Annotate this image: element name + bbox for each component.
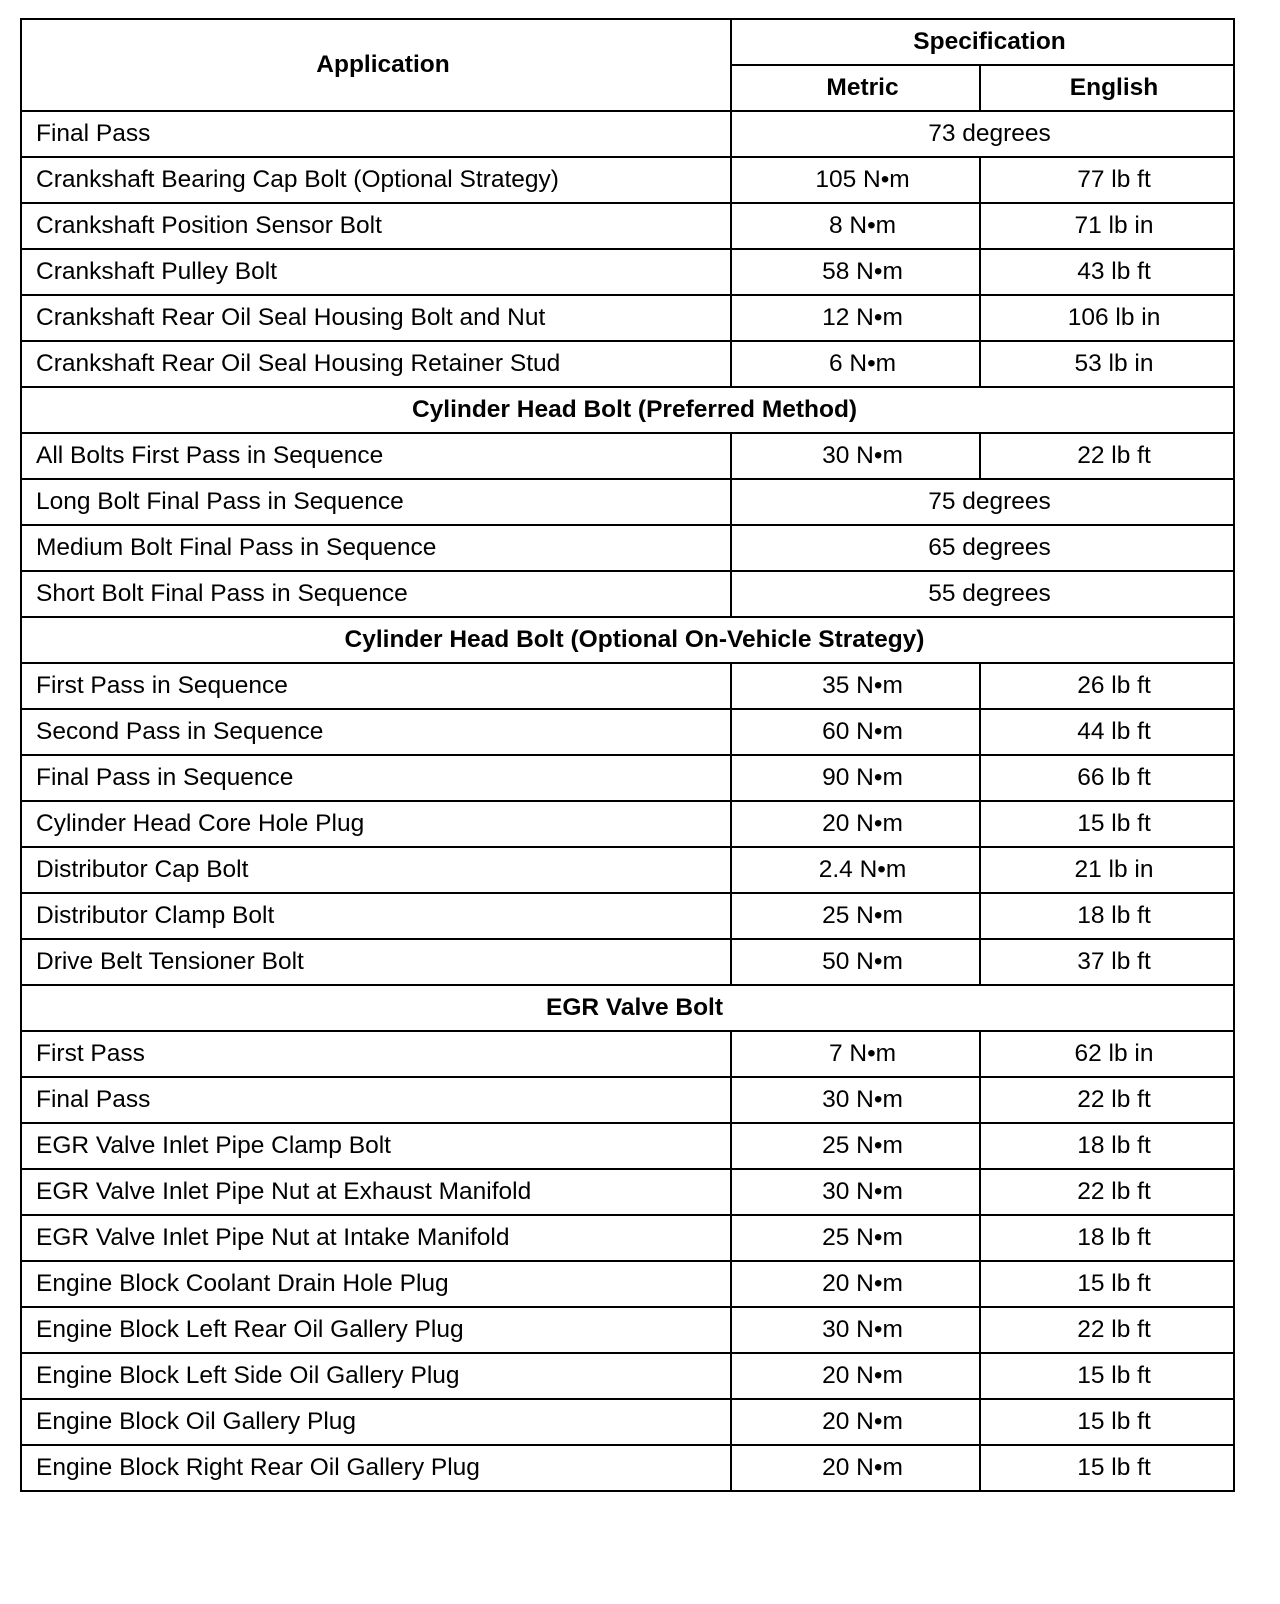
english-value-cell: 15 lb ft: [980, 1353, 1234, 1399]
metric-value-cell: 105 N•m: [731, 157, 980, 203]
application-cell: Final Pass in Sequence: [21, 755, 731, 801]
metric-value-cell: 30 N•m: [731, 1169, 980, 1215]
table-row: [21, 1353, 1234, 1399]
metric-value-cell: 20 N•m: [731, 1261, 980, 1307]
english-value-cell: 62 lb in: [980, 1031, 1234, 1077]
application-cell: First Pass: [21, 1031, 731, 1077]
english-value-cell: 71 lb in: [980, 203, 1234, 249]
english-value-cell: 43 lb ft: [980, 249, 1234, 295]
header-row-top: [21, 19, 1234, 65]
table-body: [21, 111, 1234, 1491]
application-cell: Medium Bolt Final Pass in Sequence: [21, 525, 731, 571]
application-cell: Second Pass in Sequence: [21, 709, 731, 755]
table-row: [21, 1261, 1234, 1307]
application-cell: Drive Belt Tensioner Bolt: [21, 939, 731, 985]
application-cell: Crankshaft Rear Oil Seal Housing Bolt and Nut: [21, 295, 731, 341]
application-cell: Final Pass: [21, 111, 731, 157]
metric-value-cell: 8 N•m: [731, 203, 980, 249]
english-value-cell: 77 lb ft: [980, 157, 1234, 203]
section-header-row: [21, 617, 1234, 663]
table-row: [21, 663, 1234, 709]
column-header-metric: Metric: [731, 65, 980, 111]
application-cell: Crankshaft Position Sensor Bolt: [21, 203, 731, 249]
application-cell: Engine Block Oil Gallery Plug: [21, 1399, 731, 1445]
english-value-cell: 106 lb in: [980, 295, 1234, 341]
application-cell: Engine Block Left Rear Oil Gallery Plug: [21, 1307, 731, 1353]
metric-value-cell: 60 N•m: [731, 709, 980, 755]
metric-value-cell: 50 N•m: [731, 939, 980, 985]
table-row: [21, 755, 1234, 801]
angle-spec-cell: 55 degrees: [731, 571, 1234, 617]
metric-value-cell: 58 N•m: [731, 249, 980, 295]
english-value-cell: 22 lb ft: [980, 1307, 1234, 1353]
application-cell: EGR Valve Inlet Pipe Clamp Bolt: [21, 1123, 731, 1169]
english-value-cell: 18 lb ft: [980, 1215, 1234, 1261]
metric-value-cell: 25 N•m: [731, 1215, 980, 1261]
metric-value-cell: 20 N•m: [731, 1399, 980, 1445]
metric-value-cell: 12 N•m: [731, 295, 980, 341]
application-cell: Crankshaft Bearing Cap Bolt (Optional Strategy): [21, 157, 731, 203]
english-value-cell: 22 lb ft: [980, 1077, 1234, 1123]
english-value-cell: 26 lb ft: [980, 663, 1234, 709]
english-value-cell: 15 lb ft: [980, 801, 1234, 847]
table-row: [21, 847, 1234, 893]
english-value-cell: 15 lb ft: [980, 1261, 1234, 1307]
table-row: [21, 939, 1234, 985]
application-cell: Crankshaft Rear Oil Seal Housing Retainer Stud: [21, 341, 731, 387]
metric-value-cell: 7 N•m: [731, 1031, 980, 1077]
table-header: [21, 19, 1234, 111]
metric-value-cell: 25 N•m: [731, 1123, 980, 1169]
application-cell: Cylinder Head Core Hole Plug: [21, 801, 731, 847]
table-row: [21, 479, 1234, 525]
column-header-english: English: [980, 65, 1234, 111]
table-row: [21, 801, 1234, 847]
metric-value-cell: 20 N•m: [731, 801, 980, 847]
english-value-cell: 44 lb ft: [980, 709, 1234, 755]
application-cell: EGR Valve Inlet Pipe Nut at Intake Manifold: [21, 1215, 731, 1261]
table-row: [21, 433, 1234, 479]
metric-value-cell: 30 N•m: [731, 1307, 980, 1353]
english-value-cell: 66 lb ft: [980, 755, 1234, 801]
application-cell: First Pass in Sequence: [21, 663, 731, 709]
application-cell: Distributor Clamp Bolt: [21, 893, 731, 939]
application-cell: Engine Block Right Rear Oil Gallery Plug: [21, 1445, 731, 1491]
column-header-application: Application: [21, 19, 731, 111]
english-value-cell: 22 lb ft: [980, 1169, 1234, 1215]
application-cell: Engine Block Left Side Oil Gallery Plug: [21, 1353, 731, 1399]
table-row: [21, 157, 1234, 203]
metric-value-cell: 30 N•m: [731, 433, 980, 479]
angle-spec-cell: 75 degrees: [731, 479, 1234, 525]
section-header-row: [21, 985, 1234, 1031]
english-value-cell: 37 lb ft: [980, 939, 1234, 985]
application-cell: Crankshaft Pulley Bolt: [21, 249, 731, 295]
table-row: [21, 893, 1234, 939]
table-row: [21, 1031, 1234, 1077]
application-cell: Long Bolt Final Pass in Sequence: [21, 479, 731, 525]
table-row: [21, 571, 1234, 617]
metric-value-cell: 90 N•m: [731, 755, 980, 801]
application-cell: Distributor Cap Bolt: [21, 847, 731, 893]
table-row: [21, 341, 1234, 387]
english-value-cell: 18 lb ft: [980, 893, 1234, 939]
section-title: Cylinder Head Bolt (Preferred Method): [21, 387, 1234, 433]
application-cell: EGR Valve Inlet Pipe Nut at Exhaust Manifold: [21, 1169, 731, 1215]
application-cell: All Bolts First Pass in Sequence: [21, 433, 731, 479]
english-value-cell: 21 lb in: [980, 847, 1234, 893]
english-value-cell: 22 lb ft: [980, 433, 1234, 479]
metric-value-cell: 2.4 N•m: [731, 847, 980, 893]
column-header-specification: Specification: [731, 19, 1234, 65]
english-value-cell: 15 lb ft: [980, 1399, 1234, 1445]
table-row: [21, 1077, 1234, 1123]
metric-value-cell: 30 N•m: [731, 1077, 980, 1123]
angle-spec-cell: 65 degrees: [731, 525, 1234, 571]
table-row: [21, 525, 1234, 571]
metric-value-cell: 25 N•m: [731, 893, 980, 939]
metric-value-cell: 6 N•m: [731, 341, 980, 387]
table-row: [21, 203, 1234, 249]
metric-value-cell: 35 N•m: [731, 663, 980, 709]
english-value-cell: 18 lb ft: [980, 1123, 1234, 1169]
table-row: [21, 1307, 1234, 1353]
table-row: [21, 1445, 1234, 1491]
table-row: [21, 249, 1234, 295]
table-row: [21, 709, 1234, 755]
table-row: [21, 1169, 1234, 1215]
metric-value-cell: 20 N•m: [731, 1353, 980, 1399]
application-cell: Short Bolt Final Pass in Sequence: [21, 571, 731, 617]
table-row: [21, 1399, 1234, 1445]
torque-spec-table: [20, 18, 1235, 1492]
application-cell: Engine Block Coolant Drain Hole Plug: [21, 1261, 731, 1307]
table-row: [21, 111, 1234, 157]
application-cell: Final Pass: [21, 1077, 731, 1123]
table-row: [21, 1123, 1234, 1169]
table-row: [21, 295, 1234, 341]
table-row: [21, 1215, 1234, 1261]
metric-value-cell: 20 N•m: [731, 1445, 980, 1491]
section-title: EGR Valve Bolt: [21, 985, 1234, 1031]
english-value-cell: 53 lb in: [980, 341, 1234, 387]
section-header-row: [21, 387, 1234, 433]
section-title: Cylinder Head Bolt (Optional On-Vehicle Strategy): [21, 617, 1234, 663]
angle-spec-cell: 73 degrees: [731, 111, 1234, 157]
english-value-cell: 15 lb ft: [980, 1445, 1234, 1491]
